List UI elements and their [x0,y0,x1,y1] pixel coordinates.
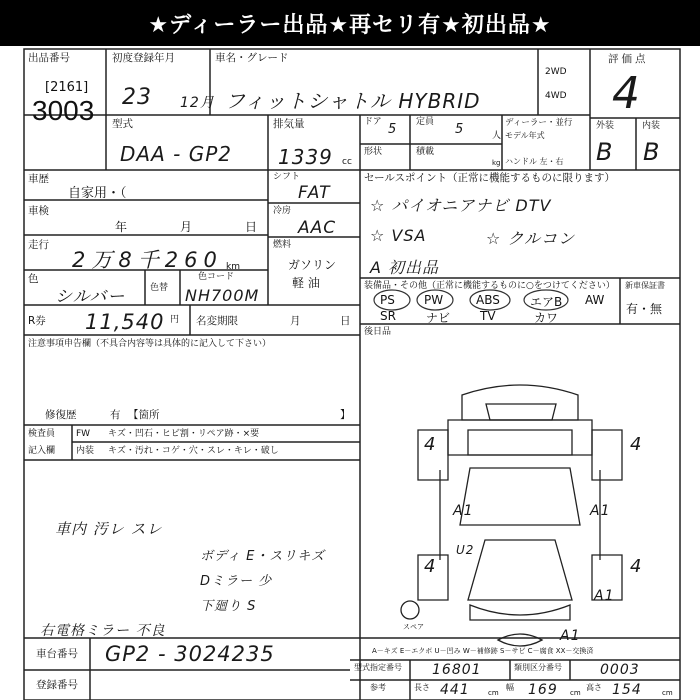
codes-fw: FW [76,429,91,439]
shift-label: シフト [273,172,301,182]
repair-label: 修復歴 [45,409,77,421]
mark-fl: 4 [424,434,437,455]
check-month: 月 [180,220,193,234]
mark-rl: 4 [424,556,437,577]
displacement-value: 1339 [278,145,333,169]
header-banner: ★ディーラー出品★再セリ有★初出品★ [0,0,700,46]
equip-label: 装備品・その他（正常に機能するものに○をつけてください） [364,281,615,291]
cc-label: cc [342,157,352,167]
lot-no-small: [2161] [45,80,89,95]
shift-value: FAT [298,183,331,203]
fuel-light: 軽 油 [292,276,320,290]
r-ticket-label: R券 [28,315,46,327]
car-name-label: 車名・グレード [215,52,289,64]
history-label: 車歴 [28,173,49,185]
note-1: 車内 汚レ スレ [55,520,163,538]
mark-u2: U2 [456,543,475,557]
lot-no-value: 3003 [32,95,95,126]
caution-label: 注意事項申告欄（不具合内容等は具体的に記入して下さい） [28,339,272,349]
spare-label: スペア [403,623,424,631]
codes-int: 内装 [76,446,95,456]
type-no-value: 16801 [432,662,482,678]
equip-airbag: エアB [530,295,563,309]
r-ticket-value: 11,540 [85,310,165,334]
equip-pw: PW [424,293,444,307]
codes-int-text: キズ・汚れ・コゲ・穴・スレ・キレ・破し [108,446,279,456]
cls-no-label: 類別区分番号 [514,663,562,672]
history-value: 自家用・（ [68,186,127,201]
note-4: 下廻り S [200,599,257,614]
reg-no-label: 登録番号 [36,679,78,691]
note-3: Dミラー 少 [200,574,273,589]
ref-label: 参考 [370,683,386,692]
person-label: 人 [492,131,502,141]
fuel-label: 燃料 [273,240,292,250]
legend: A－キズ E－エクボ U－凹み W－補修跡 S－サビ C－腐食 XX－交換済 [372,647,594,655]
name-change-label: 名変期限 [196,315,238,327]
new-manual-value: 有・無 [626,302,663,316]
width-value: 169 [528,682,558,698]
kg-label: kg [492,159,501,167]
rating-value: 4 [612,68,641,119]
width-cm: cm [570,689,581,697]
fuel-gas: ガソリン [288,258,337,272]
exterior-label: 外装 [596,121,615,131]
lot-no-label: 出品番号 [28,52,70,64]
cooling-label: 冷房 [273,206,292,216]
dealer-label: ディーラー・並行 [505,118,573,128]
first-reg-label: 初度登録年月 [112,52,175,64]
yen-label: 円 [170,315,180,325]
repair-ari: 有 [110,409,121,421]
equip-abs: ABS [476,293,500,307]
load-label: 積載 [416,147,435,157]
int-value: B [643,138,661,166]
sales-3: ☆ クルコン [486,229,575,248]
cls-no-value: 0003 [600,662,640,678]
nc-month: 月 [290,315,301,327]
nc-day: 日 [340,315,351,327]
color-swatch-label: 色替 [150,283,169,293]
displacement-label: 排気量 [273,118,305,130]
check-label: 車検 [28,205,49,217]
mark-rr: 4 [630,556,643,577]
note-5: 右電格ミラー 不良 [40,623,166,639]
height-cm: cm [662,689,673,697]
mark-a1-bottom: A1 [560,628,581,644]
doors-label: ドア [364,117,382,127]
chassis-label: 車台番号 [36,648,78,660]
equip-leather: カワ [534,311,559,325]
sales-label: セールスポイント（正常に機能するものに限ります） [364,172,616,184]
color-code-value: NH700M [185,286,260,305]
capacity-label: 定員 [416,117,435,127]
capacity-value: 5 [455,122,465,137]
ext-value: B [596,138,614,166]
shape-label: 形状 [364,147,383,157]
sales-2: ☆ VSA [370,226,427,245]
length-cm: cm [488,689,499,697]
interior-label: 内装 [642,121,661,131]
new-manual-label: 新車保証書 [625,281,665,290]
sales-4: A 初出品 [370,258,440,277]
reg-year-value: 23 [122,85,152,110]
codes-fw-text: キズ・凹石・ヒビ割・リペア跡・×要 [108,429,260,439]
check-year: 年 [115,220,128,234]
mileage-label: 走行 [28,239,49,251]
mark-fr: 4 [630,434,643,455]
doors-value: 5 [388,122,398,137]
check-day: 日 [245,220,258,234]
4wd-label: 4WD [545,91,567,101]
car-name-value: フィットシャトル HYBRID [225,89,481,113]
car-diagram [401,385,622,646]
note-2: ボディ E・スリキズ [200,549,326,564]
rating-label: 評価点 [608,53,649,65]
post-fit-label: 後日品 [364,327,392,337]
inspector-label: 検査員 [28,429,56,439]
model-value: DAA - GP2 [120,142,232,166]
mark-a1-right: A1 [590,503,611,519]
chassis-value: GP2 - 3024235 [105,642,275,666]
type-no-label: 型式指定番号 [354,663,402,672]
2wd-label: 2WD [545,67,567,77]
km-label: km [226,262,240,272]
model-label: 型式 [112,118,133,130]
cooling-value: AAC [298,218,337,238]
width-label: 幅 [506,683,514,692]
handle-label: ハンドル 左・右 [505,157,564,166]
color-code-label: 色コード [198,272,235,282]
color-value: シルバー [55,287,126,307]
equip-navi: ナビ [426,311,451,325]
mark-a1-left: A1 [453,503,474,519]
model-year-label: モデル年式 [505,131,545,140]
length-value: 441 [440,682,470,698]
equip-ps: PS [380,293,395,307]
equip-aw: AW [585,293,605,307]
height-value: 154 [612,682,642,698]
equip-tv: TV [480,309,496,323]
place-close: 】 [340,409,351,421]
mark-a1-rear: A1 [594,588,615,604]
place-open: 【箇所 [128,409,160,421]
equip-sr: SR [380,309,396,323]
color-label: 色 [28,273,39,285]
mileage-value: 2万8千260 [72,248,223,272]
reg-month-value: 12月 [180,95,215,111]
entry-label: 記入欄 [28,446,56,456]
height-label: 高さ [586,683,602,692]
sales-1: ☆ パイオニアナビ DTV [370,196,552,215]
length-label: 長さ [414,683,430,692]
